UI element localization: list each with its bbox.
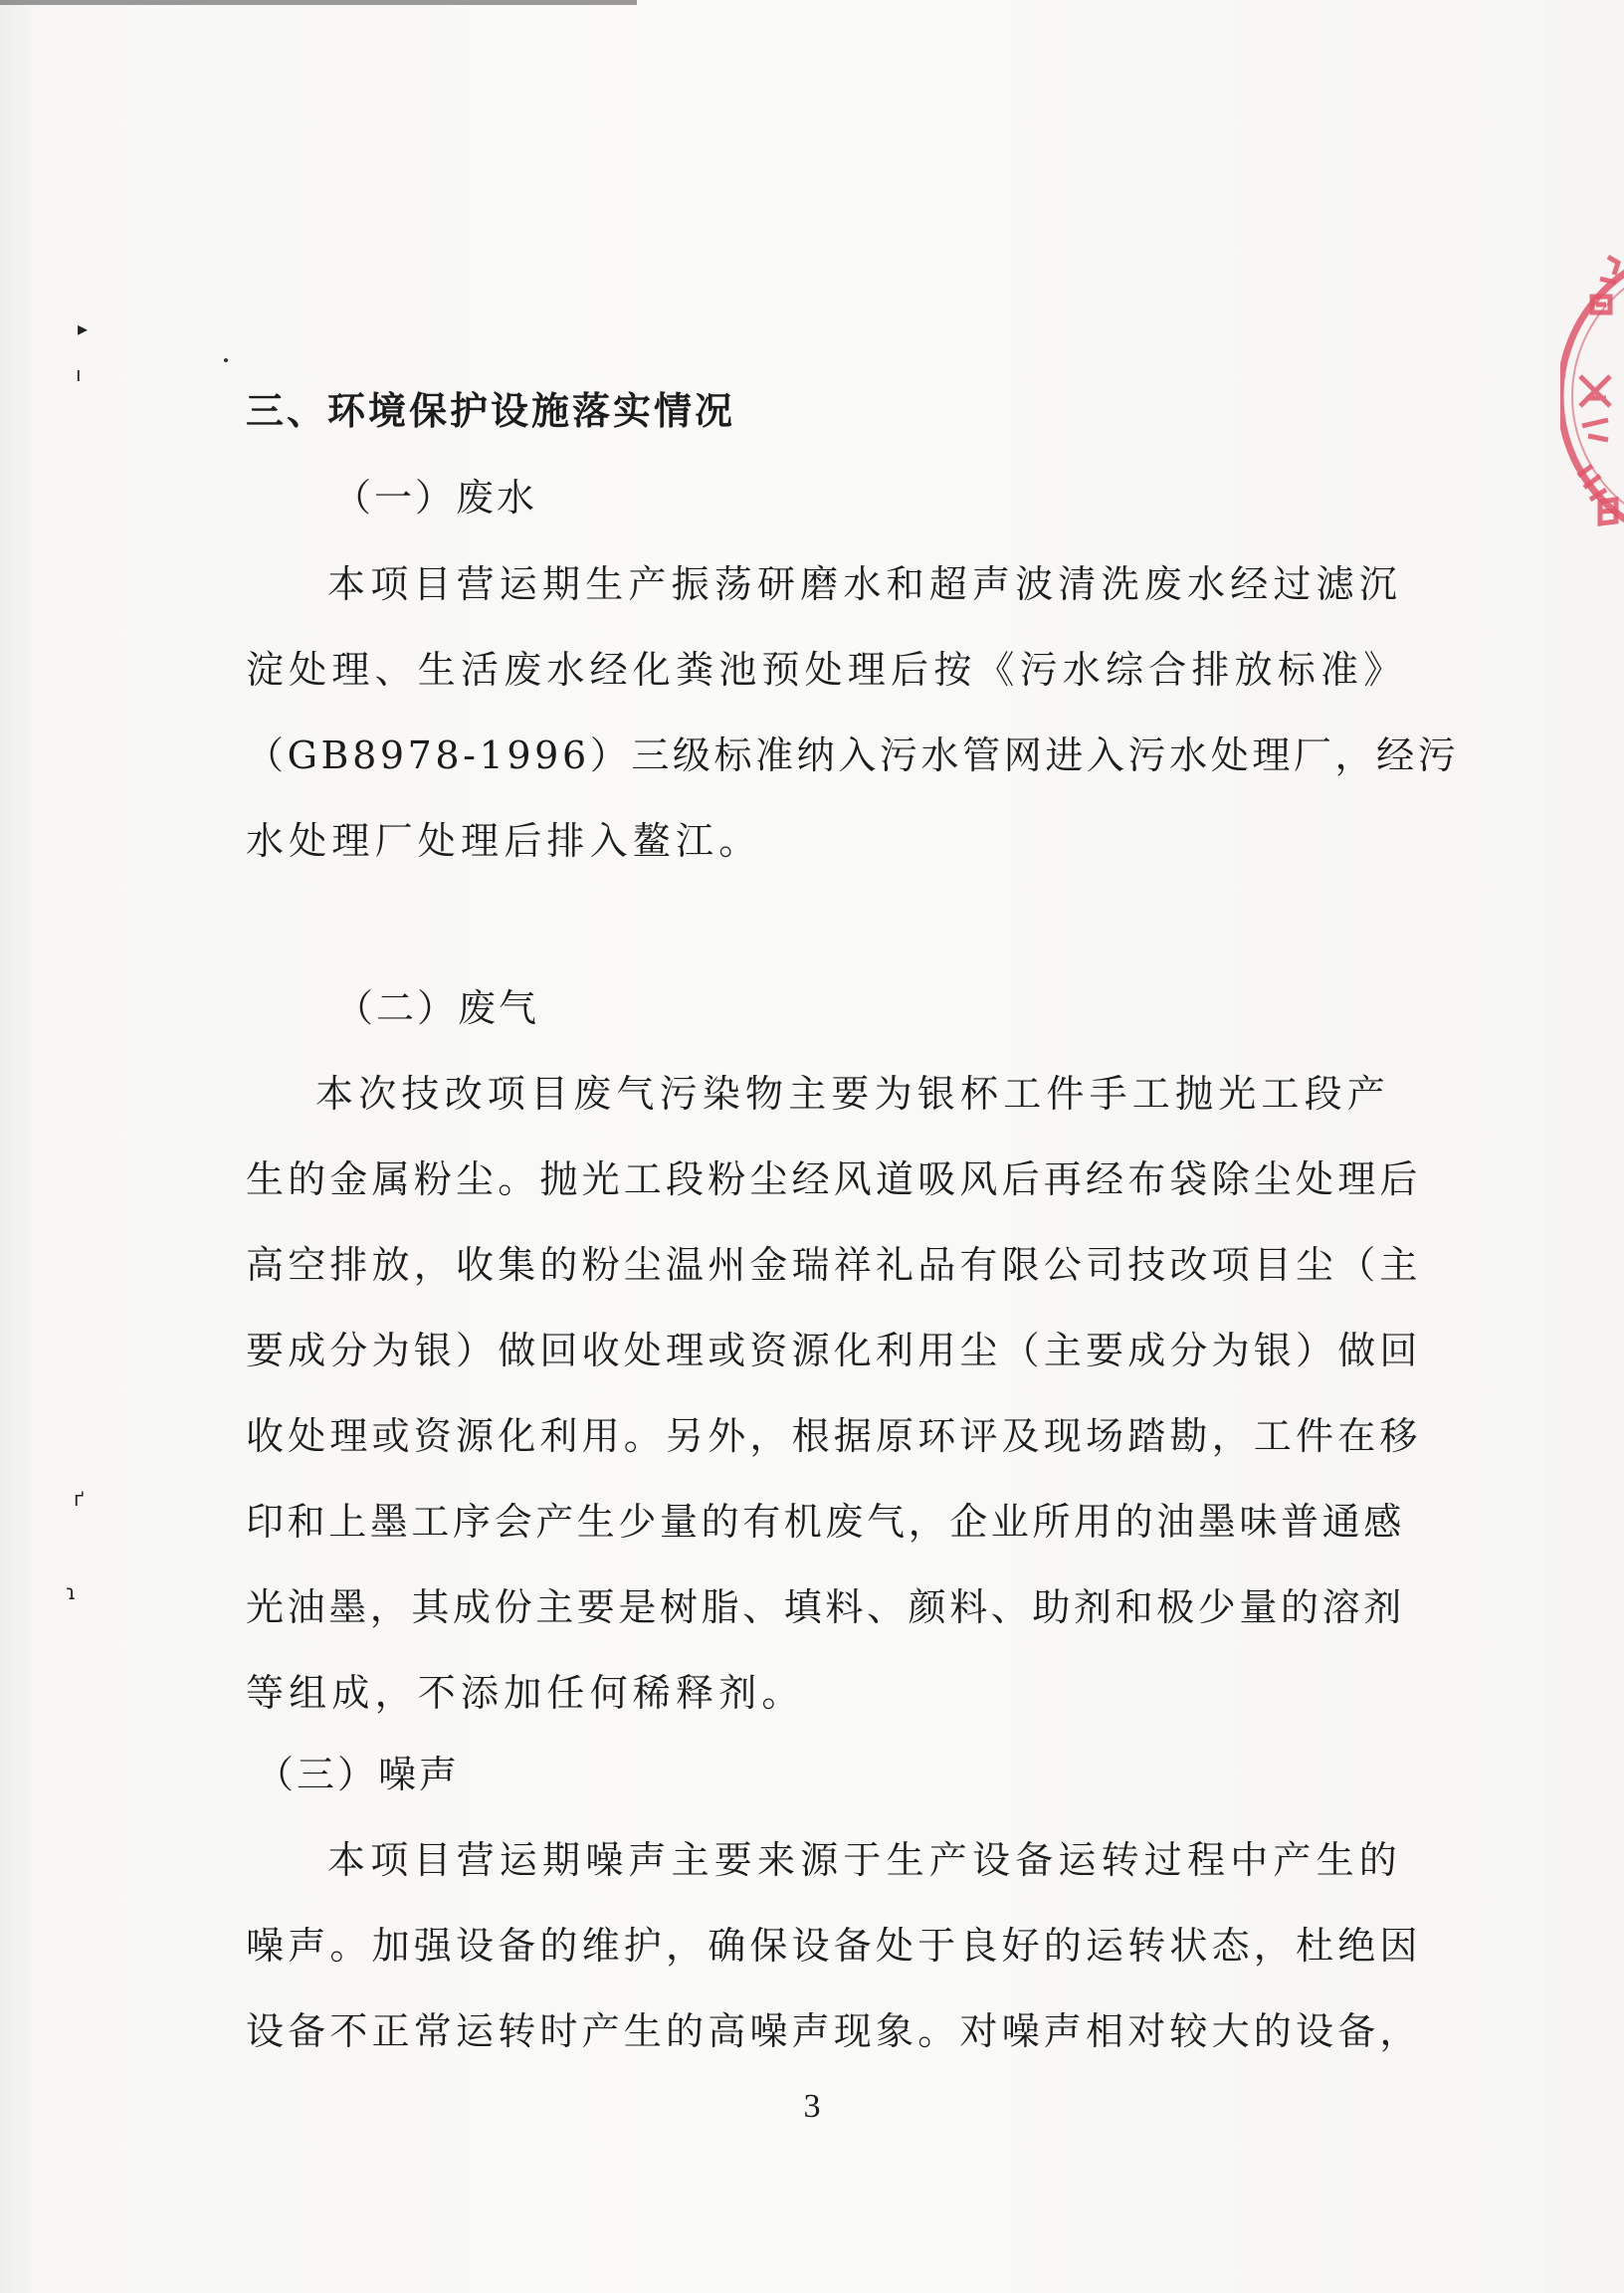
paragraph-line: 生的金属粉尘。抛光工段粉尘经风道吸风后再经布袋除尘处理后 [246, 1157, 1422, 1201]
wastewater-heading: （一）废水 [333, 476, 538, 520]
paragraph-line: 收处理或资源化利用。另外，根据原环评及现场踏勘，工件在移 [246, 1414, 1422, 1458]
official-seal-icon [1560, 227, 1624, 565]
top-scan-edge [0, 0, 637, 5]
paragraph-line: 本次技改项目废气污染物主要为银杯工件手工抛光工段产 [315, 1072, 1391, 1116]
exhaust-heading: （二）废气 [335, 986, 540, 1030]
paragraph-line: （GB8978-1996）三级标准纳入污水管网进入污水处理厂，经污 [246, 733, 1460, 777]
scan-dot [224, 358, 228, 362]
margin-mark-icon: ı [76, 362, 82, 386]
margin-mark-icon: ґ [74, 1487, 85, 1511]
paragraph-line: 噪声。加强设备的维护，确保设备处于良好的运转状态，杜绝因 [246, 1924, 1422, 1968]
paragraph-line: 等组成，不添加任何稀释剂。 [246, 1671, 805, 1715]
paragraph-line: 本项目营运期噪声主要来源于生产设备运转过程中产生的 [327, 1838, 1403, 1882]
exhaust-paragraph [246, 1051, 1422, 1736]
paragraph-line: 本项目营运期生产振荡研磨水和超声波清洗废水经过滤沉 [327, 562, 1403, 606]
page-number: 3 [803, 2088, 821, 2125]
margin-mark-icon: ▸ [78, 316, 89, 340]
paragraph-line: 要成分为银）做回收处理或资源化利用尘（主要成分为银）做回 [246, 1329, 1422, 1372]
noise-paragraph [246, 1817, 1422, 2074]
paragraph-line: 印和上墨工序会产生少量的有机废气，企业所用的油墨味普通感 [246, 1500, 1405, 1544]
section-title: 三、环境保护设施落实情况 [246, 388, 736, 433]
paragraph-line: 淀处理、生活废水经化粪池预处理后按《污水综合排放标准》 [246, 648, 1407, 692]
paragraph-line: 设备不正常运转时产生的高噪声现象。对噪声相对较大的设备， [246, 2009, 1422, 2053]
paragraph-line: 水处理厂处理后排入鳌江。 [246, 819, 762, 863]
paragraph-line: 光油墨，其成份主要是树脂、填料、颜料、助剂和极少量的溶剂 [246, 1585, 1405, 1629]
noise-heading: （三）噪声 [256, 1753, 461, 1796]
paragraph-line: 高空排放，收集的粉尘温州金瑞祥礼品有限公司技改项目尘（主 [246, 1243, 1422, 1287]
wastewater-paragraph [246, 541, 1460, 884]
margin-mark-icon: ɿ [66, 1580, 77, 1604]
